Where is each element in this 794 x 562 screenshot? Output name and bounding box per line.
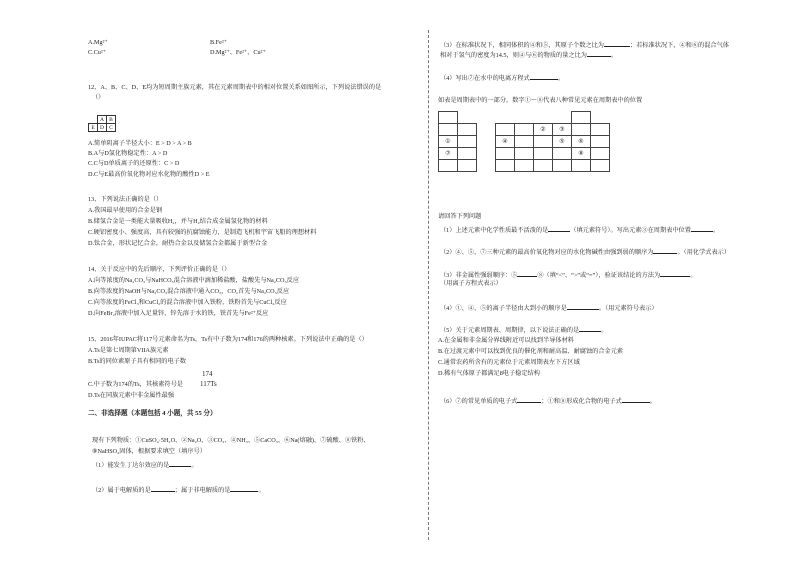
answer-blank[interactable] [691, 225, 713, 232]
q16-sub2: （2）属于电解质的是 ；属于非电解质的是 。 [92, 487, 265, 494]
grid-cell-e: E [89, 124, 98, 132]
q14-stem: 14、关于反应中的先后顺序，下列评价正确的是（） [88, 266, 231, 273]
q11-option-c: C.Cu²⁺ [88, 49, 107, 56]
q16-4: （4）写出⑦在水中的电离方程式 。 [440, 75, 564, 82]
q17-5-option-b: B.在过渡元素中可以找到优良的催化剂和耐高温、耐腐蚀的合金元素 [438, 348, 624, 355]
answer-blank[interactable] [517, 270, 537, 277]
q13-stem: 13、下列说法正确的是（） [88, 196, 163, 203]
answer-blank[interactable] [622, 396, 650, 403]
q17-3-text: （3）非金属性强弱顺序：⑤ [440, 272, 518, 279]
q12-paren: （） [92, 94, 105, 101]
answer-blank[interactable] [567, 303, 599, 310]
q12-option-a: A.简单阴离子半径大小：E > D > A > B [88, 140, 192, 147]
q12-stem: 12、A、B、C、D、E均为短周期主族元素，其在元素周期表中的相对位置关系如图所示，下列说法错误的是 [88, 84, 382, 91]
q17-4: （4）①、④、⑤的离子半径由大到小的顺序是 。（用元素符号表示） [440, 305, 658, 312]
q15-nuclide-symbol: 117Ts [200, 380, 217, 388]
answer-blank[interactable] [604, 40, 630, 47]
q17-6b-text: ；①和⑧形成化合物的电子式 [541, 398, 622, 405]
pt-cell-1: ① [439, 136, 458, 148]
q12-option-c: C.C与D单质离子的还原性：C > D [88, 160, 180, 167]
q16-3-line1 [440, 40, 729, 50]
q16-sub2-b: ；属于非电解质的是 [174, 487, 231, 494]
q17-3c: （用离子方程式表示） [440, 280, 502, 287]
q15-option-d: D.Ts在同族元素中非金属性最强 [88, 392, 175, 399]
q17-5: （5）关于元素周期表、周期律，以下说法正确的是 。 [440, 327, 608, 334]
q16-sub1-text: （1）能发生丁达尔效应的是 [92, 462, 170, 469]
q15-option-b: B.Ts的同位素原子具有相同的电子数 [88, 358, 187, 365]
q15-stem: 15、2016年IUPAC将117号元素命名为Ts，Ts有中子数为174和176的两种核素。下列说法中正确的是（） [88, 336, 368, 343]
q17-5-option-d: D.稀有气体原子都满足8电子稳定结构 [438, 370, 540, 377]
q11-option-d: D.Mg²⁺、Fe²⁺、Cu²⁺ [210, 49, 266, 56]
answer-blank[interactable] [169, 460, 191, 467]
q11-option-b: B.Fe²⁺ [210, 39, 227, 46]
q13-option-a: A.我国最早使用的合金是钢 [88, 207, 163, 214]
grid-cell-a: A [98, 116, 107, 124]
column-divider [428, 30, 429, 540]
q17-3b-text: ⑧（填“<”、“>”或“=”），验证该结论的方法为 [537, 272, 661, 279]
q17-prompt: 请回答下列问题 [438, 213, 482, 220]
q15-option-a: A.Ts是第七周期第VIIA族元素 [88, 347, 169, 354]
grid-cell-d: D [98, 124, 107, 132]
q17-intro: 如表是周期表中的一部分，数字①～⑧代表八种常见元素在周期表中的位置 [438, 97, 643, 104]
answer-blank[interactable] [230, 485, 258, 492]
answer-blank[interactable] [653, 247, 677, 254]
grid-cell-b: B [107, 116, 116, 124]
periodic-table-fragment [438, 111, 610, 172]
q14-option-b: B.向等浓度的NaOH与Na₂CO₃混合溶液中通入CO₂，CO₂首先与Na₂CO₃反应 [88, 288, 290, 295]
q14-option-d: D.向FeBr₂溶液中加入足量锌，锌先溶于水的铁，铁首先与Fe²⁺反应 [88, 310, 269, 317]
q17-1: （1）上述元素中化学性质最不活泼的是 （填元素符号）。写出元素③在周期表中位置 。 [440, 227, 720, 234]
answer-blank[interactable] [517, 396, 541, 403]
q14-option-a: A.向等浓度的Na₂CO₃与NaHCO₃混合溶液中滴加稀盐酸，盐酸先与Na₂CO₃反应 [88, 277, 300, 284]
section-2-heading: 二、非选择题（本题包括 4 小题，共 55 分） [88, 410, 217, 417]
answer-blank[interactable] [579, 325, 601, 332]
q16-sub2-a: （2）属于电解质的是 [92, 487, 151, 494]
answer-blank[interactable] [151, 485, 175, 492]
q17-6a-text: （6）⑦的常见单质的电子式 [440, 398, 518, 405]
q14-option-c: C.向等浓度的FeCl₃和CuCl₂的混合溶液中加入铁粉，铁粉首先与CuCl₂反应 [88, 299, 287, 306]
q17-6: （6）⑦的常见单质的电子式 ；①和⑧形成化合物的电子式 。 [440, 398, 656, 405]
q15-option-c: C.中子数为174的Ts，其核素符号是 [88, 381, 183, 388]
q17-3: （3）非金属性强弱顺序：⑤ ⑧（填“<”、“>”或“=”），验证该结论的方法为 。 [440, 272, 697, 279]
q17-2: （2）④、⑤、⑦三种元素的最高价氧化物对应的水化物碱性由强到弱的顺序为 。（用化学式表示） [440, 249, 731, 256]
q12-option-d: D.C与E最高价氧化物对应水化物的酸性D > E [88, 171, 210, 178]
q17-5-option-a: A.在金属和非金属分界线附近可以找到半导体材料 [438, 337, 574, 344]
pt-cell-7: ⑦ [439, 148, 458, 160]
answer-blank[interactable] [587, 50, 611, 57]
q16-line2: ⑨NaHSO₄固体，根据要求填空（填序号） [92, 448, 206, 455]
q17-5-text: （5）关于元素周期表、周期律，以下说法正确的是 [440, 327, 580, 334]
q13-option-c: C.硬铝密度小、强度高，具有较强的抗腐蚀能力，是制造飞机和宇宙飞船的理想材料 [88, 229, 317, 236]
q16-3a-text: （3）在标准状况下，相同体积的④和⑤，其原子个数之比为 [440, 42, 604, 49]
q16-3-line2: 相对于氢气的密度为14.5，则④与⑥的物质的量之比为 。 [440, 52, 618, 59]
q12-position-grid [88, 115, 116, 132]
pt-cell-2: ② [534, 124, 553, 136]
grid-cell-c: C [107, 124, 116, 132]
q17-2b-text: （用化学式表示） [683, 249, 731, 256]
answer-blank[interactable] [660, 270, 690, 277]
pt-cell-3: ③ [553, 124, 572, 136]
q17-4b-text: （用元素符号表示） [605, 305, 658, 312]
pt-cell-6: ⑥ [572, 136, 591, 148]
pt-cell-8: ⑧ [572, 148, 591, 160]
pt-cell-4: ④ [496, 136, 515, 148]
q16-3c-text: 相对于氢气的密度为14.5，则④与⑥的物质的量之比为 [440, 52, 587, 59]
q12-option-b: B.A与D氢化物稳定性：A > D [88, 150, 168, 157]
q13-option-d: D.钛合金，形状记忆合金，耐热合金以及储氢合金都属于新型合金 [88, 240, 268, 247]
pt-cell-5: ⑤ [553, 136, 572, 148]
q16-line1: 现有下列物质：①CuSO₄·5H₂O、②Na₂O、③CO₂、④NH₃、⑤CaCO₃、⑥Na(熔融)、⑦硫酸、⑧铁粉、 [92, 437, 370, 444]
q17-1-text: （1）上述元素中化学性质最不活泼的是 [440, 227, 549, 234]
q17-1b-text: （填元素符号）。写出元素③在周期表中位置 [570, 227, 691, 234]
q17-2-text: （2）④、⑤、⑦三种元素的最高价氧化物对应的水化物碱性由强到弱的顺序为 [440, 249, 654, 256]
answer-blank[interactable] [530, 73, 558, 80]
q17-5-option-c: C.通常农药所含有的元素位于元素周期表左下方区域 [438, 359, 580, 366]
q16-3b-text: ；若标准状况下，④和⑥的混合气体 [629, 42, 729, 49]
q16-sub1: （1）能发生丁达尔效应的是 。 [92, 462, 198, 469]
q15-nuclide-mass: 174 [202, 370, 213, 378]
q13-option-b: B.储氢合金是一类能大量吸收H₂，并与H₂结合成金属氢化物的材料 [88, 218, 268, 225]
q17-4-text: （4）①、④、⑤的离子半径由大到小的顺序是 [440, 305, 567, 312]
answer-blank[interactable] [548, 225, 570, 232]
q16-4-text: （4）写出⑦在水中的电离方程式 [440, 75, 530, 82]
q11-option-a: A.Mg²⁺ [88, 39, 108, 46]
